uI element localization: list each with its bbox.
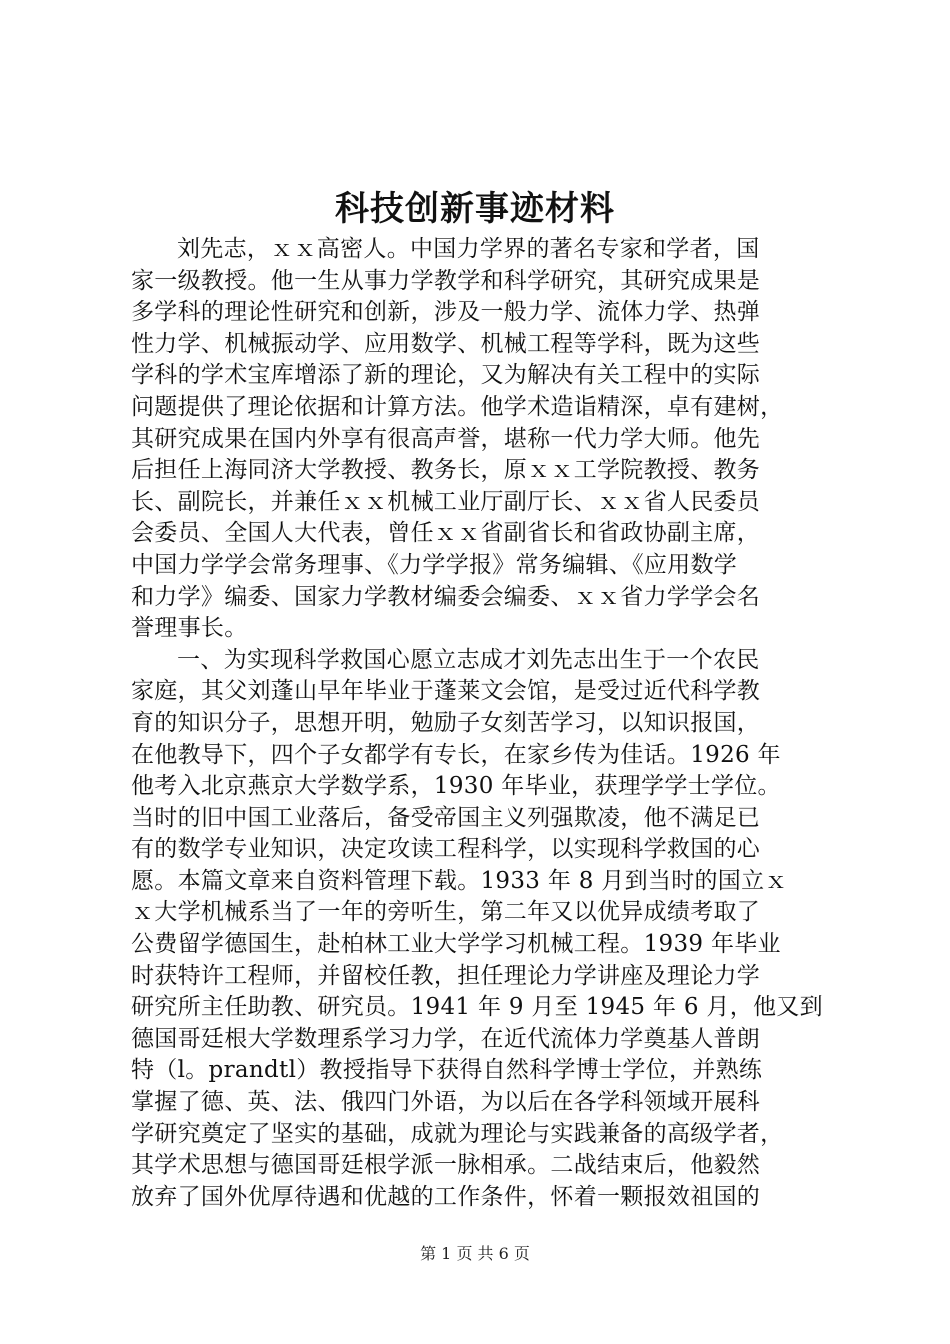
text-line: 家庭，其父刘蓬山早年毕业于蓬莱文会馆，是受过近代科学教 [131,678,761,705]
text-line: 德国哥廷根大学数理系学习力学，在近代流体力学奠基人普朗 [131,1025,761,1052]
text-line: 研究所主任助教、研究员。1941 年 9 月至 1945 年 6 月，他又到 [131,994,823,1021]
text-line: 他考入北京燕京大学数学系，1930 年毕业，获理学学士学位。 [131,773,781,800]
text-line: 刘先志，ｘｘ高密人。中国力学界的著名专家和学者，国 [177,236,760,262]
text-line: 一、为实现科学救国心愿立志成才刘先志出生于一个农民 [177,646,760,673]
text-line: 后担任上海同济大学教授、教务长，原ｘｘ工学院教授、教务 [131,457,761,484]
text-line: 问题提供了理论依据和计算方法。他学术造诣精深，卓有建树， [131,393,784,420]
text-line: 掌握了德、英、法、俄四门外语，为以后在各学科领域开展科 [131,1089,761,1116]
text-line: 中国力学学会常务理事、《力学学报》常务编辑、《应用数学 [131,551,738,578]
text-line: 家一级教授。他一生从事力学教学和科学研究，其研究成果是 [131,267,761,294]
document-title: 科技创新事迹材料 [335,189,615,229]
text-line: 多学科的理论性研究和创新，涉及一般力学、流体力学、热弹 [131,299,761,326]
page-footer: 第 1 页 共 6 页 [420,1244,530,1263]
text-line: 其学术思想与德国哥廷根学派一脉相承。二战结束后，他毅然 [131,1152,761,1179]
text-line: 其研究成果在国内外享有很高声誉，堪称一代力学大师。他先 [131,425,761,452]
text-line: ｘ大学机械系当了一年的旁听生，第二年又以优异成绩考取了 [131,899,761,926]
text-line: 放弃了国外优厚待遇和优越的工作条件，怀着一颗报效祖国的 [131,1183,761,1210]
text-line: 长、副院长，并兼任ｘｘ机械工业厅副厅长、ｘｘ省人民委员 [131,488,761,515]
text-line: 时获特许工程师，并留校任教，担任理论力学讲座及理论力学 [131,962,761,989]
text-line: 愿。本篇文章来自资料管理下载。1933 年 8 月到当时的国立ｘ [131,867,788,894]
text-line: 当时的旧中国工业落后，备受帝国主义列强欺凌，他不满足已 [131,804,761,831]
text-line: 誉理事长。 [131,615,248,642]
text-line: 和力学》编委、国家力学教材编委会编委、ｘｘ省力学学会名 [131,583,761,610]
text-line: 在他教导下，四个子女都学有专长，在家乡传为佳话。1926 年 [131,741,781,768]
text-line: 有的数学专业知识，决定攻读工程科学，以实现科学救国的心 [131,836,761,863]
text-line: 学科的学术宝库增添了新的理论，又为解决有关工程中的实际 [131,362,761,389]
text-line: 学研究奠定了坚实的基础，成就为理论与实践兼备的高级学者， [131,1120,784,1147]
text-line: 会委员、全国人大代表，曾任ｘｘ省副省长和省政协副主席， [131,520,761,547]
document-body [131,234,831,1213]
text-line: 公费留学德国生，赴柏林工业大学学习机械工程。1939 年毕业 [131,931,781,958]
text-line: 性力学、机械振动学、应用数学、机械工程等学科，既为这些 [131,330,761,357]
text-line: 特（l。prandtl）教授指导下获得自然科学博士学位，并熟练 [131,1057,763,1084]
text-line: 育的知识分子，思想开明，勉励子女刻苦学习，以知识报国， [131,709,761,736]
